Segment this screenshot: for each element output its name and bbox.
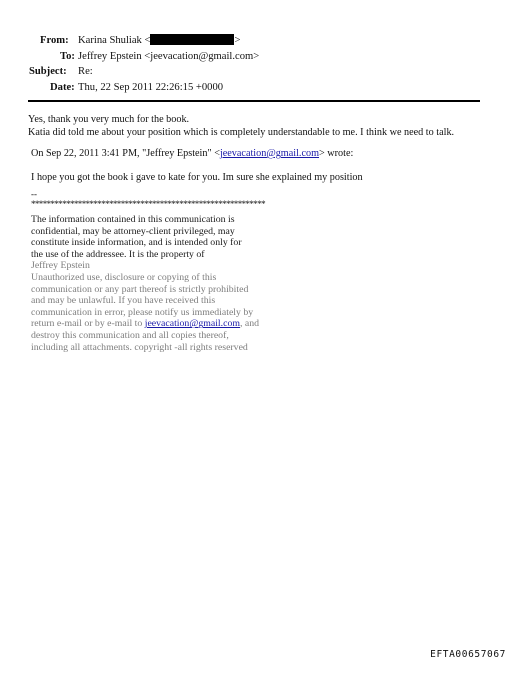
from-close: >: [234, 35, 241, 46]
quote-email-link[interactable]: jeevacation@gmail.com: [219, 148, 319, 159]
subject-label: Subject:: [29, 66, 67, 78]
from-value: [78, 33, 240, 49]
reply-body: [28, 114, 498, 139]
notice-line: The information contained in this communication is: [31, 214, 235, 225]
reply-line: Katia did told me about your position which is completely understandable to me. I think we need to talk.: [28, 126, 455, 138]
notice-line: communication or any part thereof is strictly prohibited: [31, 283, 249, 295]
notice-line: destroy this communication and all copies thereof,: [31, 329, 229, 341]
quote-message: I hope you got the book i gave to kate for you. Im sure she explained my position: [31, 172, 363, 183]
notice-line: constitute inside information, and is intended only for: [31, 237, 242, 249]
notice-line: the use of the addressee. It is the property of: [31, 248, 205, 260]
redaction-box: [150, 34, 234, 45]
to-label: To:: [60, 50, 75, 62]
notice-line: including all attachments. copyright -all rights reserved: [31, 341, 248, 353]
date-value: Thu, 22 Sep 2011 22:26:15 +0000: [78, 81, 224, 93]
notice-line: [31, 318, 259, 330]
return-suffix: , and: [239, 318, 260, 330]
notice-line: Jeffrey Epstein: [31, 260, 90, 272]
quote-intro-prefix: On Sep 22, 2011 3:41 PM, "Jeffrey Epstein" <: [31, 148, 220, 159]
header-divider: [28, 100, 480, 102]
confidentiality-notice: [31, 214, 259, 353]
return-prefix: return e-mail or by e-mail to: [31, 318, 145, 330]
notice-line: communication in error, please notify us immediately by: [31, 306, 254, 318]
reply-line: Yes, thank you very much for the book.: [28, 114, 190, 125]
notice-line: Unauthorized use, disclosure or copying of this: [31, 271, 217, 283]
quote-intro-suffix: > wrote:: [319, 148, 354, 159]
from-name: Karina Shuliak <: [78, 35, 151, 46]
quote-intro: [31, 148, 501, 161]
to-value: Jeffrey Epstein <jeevacation@gmail.com>: [78, 50, 260, 62]
signature-stars: ************************************************************: [31, 199, 266, 209]
notice-line: confidential, may be attorney-client privileged, may: [31, 225, 235, 237]
date-label: Date:: [50, 81, 75, 93]
document-id: EFTA00657067: [430, 649, 506, 660]
from-label: From:: [40, 35, 69, 46]
signature-dashes: --: [31, 189, 37, 199]
notice-email-link[interactable]: jeevacation@gmail.com: [144, 318, 240, 330]
subject-value: Re:: [78, 66, 93, 78]
notice-line: and may be unlawful. If you have received this: [31, 295, 216, 307]
